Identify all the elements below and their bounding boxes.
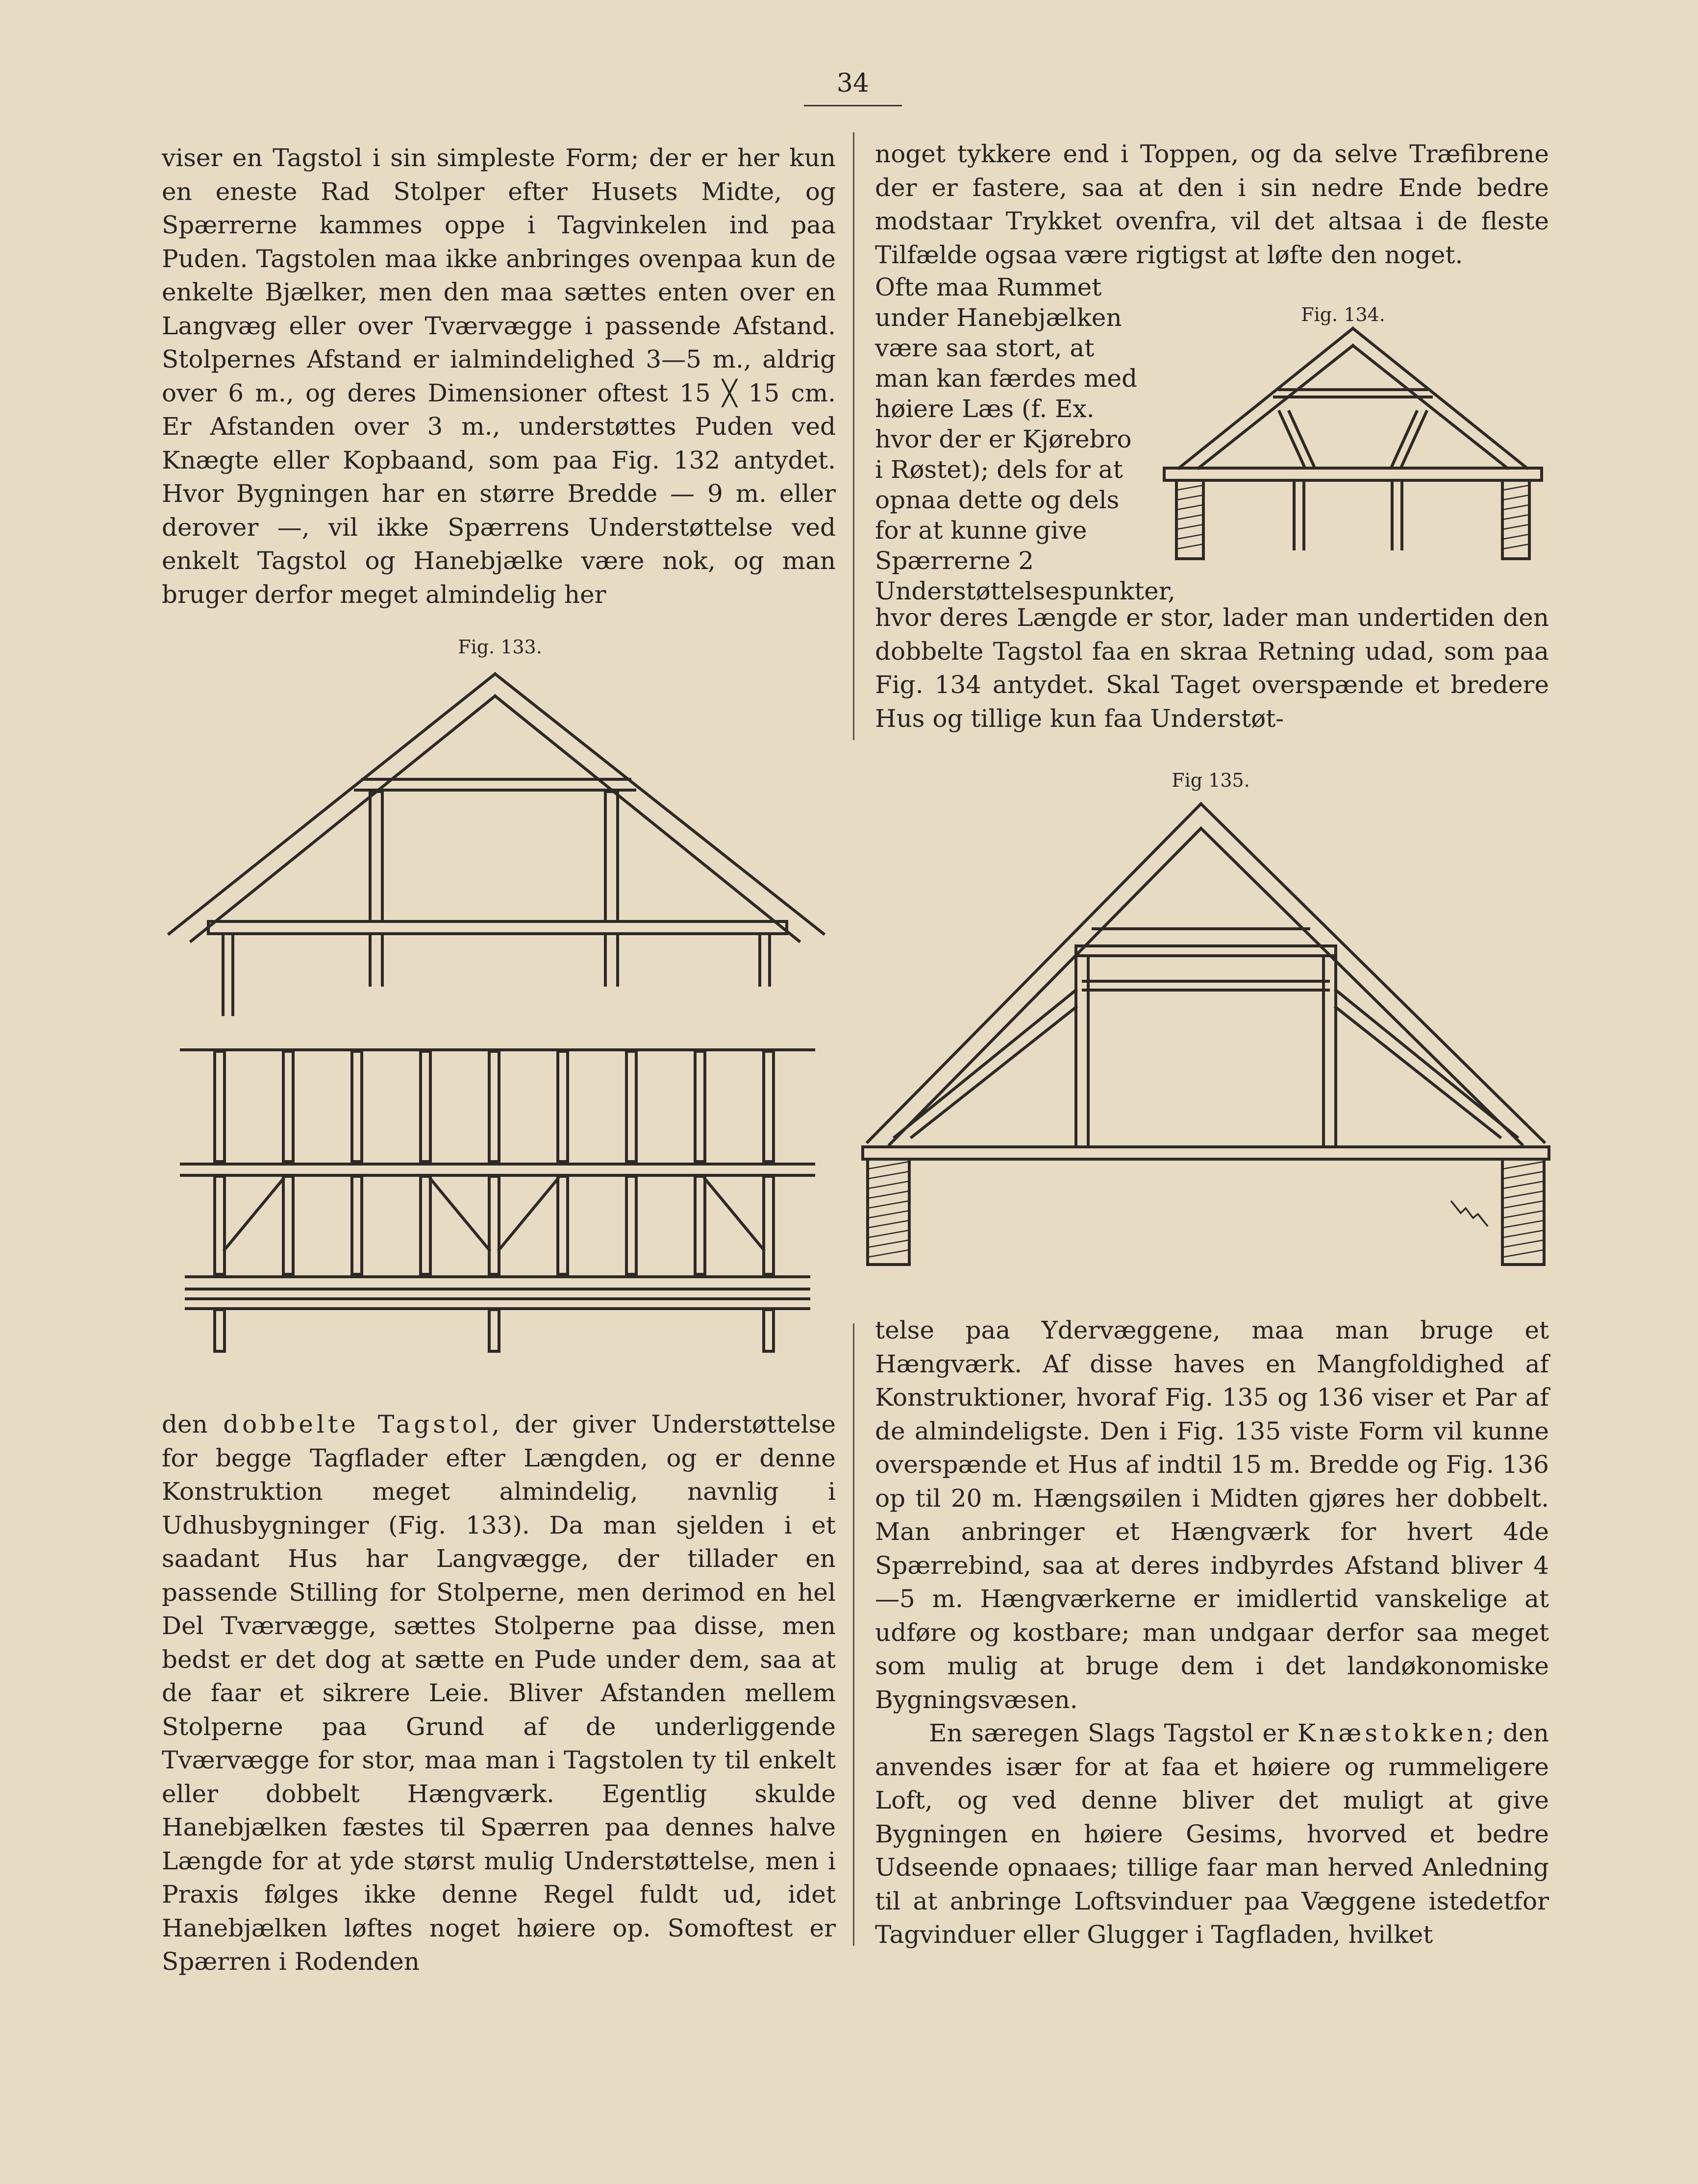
left-column-bottom-text <box>162 1408 836 1979</box>
fig-135-caption: Fig 135. <box>1172 769 1250 791</box>
paragraph: den dobbelte Tagstol, der giver Understøttelse for begge Tagflader efter Længden, og er denne Konstruktion meget almindelig, navnlig i Udhusbygninger (Fig. 133). Da man sjelden i et saadant Hus har Langvægge, der tillader en passende Stilling for Stolperne, men derimod en hel Del Tværvægge, sættes Stolperne paa disse, men bedst er det dog at sætte en Pude under dem, saa at de faar et sikrere Leie. Bliver Afstanden mellem Stolperne paa Grund af de underliggende Tværvægge for stor, maa man i Tagstolen ty til enkelt eller dobbelt Hængværk. Egentlig skulde Hanebjælken fæstes til Spærren paa dennes halve Længde for at yde størst mulig Understøttelse, men i Praxis følges ikke denne Regel fuldt ud, idet Hanebjælken løftes noget høiere op. Somoftest er Spærren i Rodenden <box>162 1410 836 1976</box>
page-number-rule <box>804 105 902 106</box>
fig-133-caption: Fig. 133. <box>458 636 542 658</box>
right-column-mid-text <box>875 601 1549 735</box>
fig-135-drawing <box>858 799 1559 1269</box>
left-column-top-text <box>162 141 836 611</box>
fig-133-roof-section <box>169 674 824 1015</box>
right-column-narrow-text <box>875 272 1176 606</box>
signature-mark <box>1451 1201 1488 1226</box>
paragraph: hvor deres Længde er stor, lader man undertiden den dobbelte Tagstol faa en skraa Retning udad, som paa Fig. 134 antydet. Skal Taget overspænde et bredere Hus og tillige kun faa Understøt- <box>875 603 1549 733</box>
right-column-bottom-text <box>875 1314 1549 1952</box>
emphasis: dobbelte Tagstol <box>223 1410 492 1439</box>
fig-134-caption: Fig. 134. <box>1301 304 1385 325</box>
paragraph: telse paa Ydervæggene, maa man bruge et Hængværk. Af disse haves en Mangfoldighed af Konstruktioner, hvoraf Fig. 135 og 136 viser et Par af de almindeligste. Den i Fig. 135 viste Form vil kunne overspænde et Hus af indtil 15 m. Bredde og Fig. 136 op til 20 m. Hængsøilen i Midten gjøres her dobbelt. Man anbringer et Hængværk for hvert 4de Spærrebind, saa at deres indbyrdes Afstand bliver 4—5 m. Hængværkerne er imidlertid vanskelige at udføre og kostbare; man undgaar derfor saa meget som mulig at bruge dem i det landøkonomiske Bygningsvæsen. <box>875 1316 1549 1714</box>
paragraph: En særegen Slags Tagstol er Knæstokken; den anvendes især for at faa et høiere og rummeligere Loft, og ved denne bliver det muligt at give Bygningen en høiere Gesims, hvorved et bedre Udseende opnaaes; tillige faar man herved Anledning til at anbringe Loftsvinduer paa Væggene istedetfor Tagvinduer eller Glugger i Tagfladen, hvilket <box>875 1719 1549 1949</box>
fig-133-drawing <box>162 667 848 1377</box>
page-number: 34 <box>836 69 870 98</box>
emphasis: Knæstokken <box>1297 1719 1486 1747</box>
fig-133-longitudinal-section <box>181 1050 814 1351</box>
paragraph: viser en Tagstol i sin simpleste Form; der er her kun en eneste Rad Stolper efter Husets Midte, og Spærrerne kammes oppe i Tagvinkelen ind paa Puden. Tagstolen maa ikke anbringes ovenpaa kun de enkelte Bjælker, men den maa sættes enten over en Langvæg eller over Tværvægge i passende Afstand. Stolpernes Afstand er ialmindelighed 3—5 m., aldrig over 6 m., og deres Dimensioner oftest 15 ╳ 15 cm. Er Afstanden over 3 m., understøttes Puden ved Knægte eller Kopbaand, som paa Fig. 132 antydet. Hvor Bygningen har en større Bredde — 9 m. eller derover —, vil ikke Spærrens Understøttelse ved enkelt Tagstol og Hanebjælke være nok, og man bruger derfor meget almindelig her <box>162 144 836 609</box>
paragraph: Ofte maa Rummet under Hanebjælken være saa stort, at man kan færdes med høiere Læs (f. Ex. hvor der er Kjørebro i Røstet); dels for at opnaa dette og dels for at kunne give Spærrerne 2 Understøttelsespunkter, <box>875 273 1176 605</box>
right-column-top-text <box>875 137 1549 272</box>
fig-134-drawing <box>1162 323 1544 564</box>
paragraph: noget tykkere end i Toppen, og da selve Træfibrene der er fastere, saa at den i sin nedre Ende bedre modstaar Trykket ovenfra, vil det altsaa i de fleste Tilfælde ogsaa være rigtigst at løfte den noget. <box>875 140 1549 269</box>
column-rule-bottom <box>853 1323 854 1946</box>
column-rule-top <box>853 132 854 740</box>
